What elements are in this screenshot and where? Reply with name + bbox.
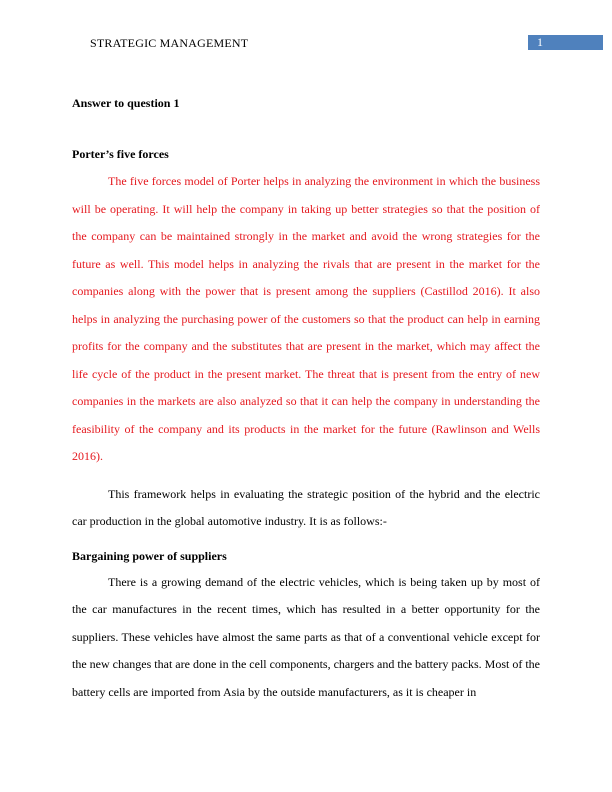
heading-answer-question-1: Answer to question 1 (72, 96, 180, 110)
paragraph-five-forces-model: The five forces model of Porter helps in analyzing the environment in which the business will be operating. It will help the company in taking up better strategies so that the position of the company can be maintained strongly in the market and avoid the wrong strategies for the future as well. This model helps in analyzing the rivals that are present in the market for the companies along with the power that is present among the suppliers (Castillod 2016). It also helps in analyzing the purchasing power of the customers so that the product can help in earning profits for the company and the substitutes that are present in the market, which may affect the life cycle of the product in the present market. The threat that is present from the entry of new companies in the markets are also analyzed so that it can help the company in understanding the feasibility of the company and its products in the market for the future (Rawlinson and Wells 2016). (72, 174, 540, 463)
running-header-title: STRATEGIC MANAGEMENT (90, 36, 249, 50)
heading-bargaining-power-suppliers: Bargaining power of suppliers (72, 548, 227, 563)
paragraph-supplier-power: There is a growing demand of the electric vehicles, which is being taken up by most of the car manufactures in the recent times, which has resulted in a better opportunity for the suppliers. These vehicles have almost the same parts as that of a conventional vehicle except for the new changes that are done in the cell components, chargers and the battery packs. Most of the battery cells are imported from Asia by the outside manufacturers, as it is cheaper in (72, 574, 540, 699)
paragraph-framework-intro: This framework helps in evaluating the strategic position of the hybrid and the electric car production in the global automotive industry. It is as follows:- (72, 486, 540, 528)
page-number-badge: 1 (528, 35, 603, 50)
heading-porters-five-forces: Porter’s five forces (72, 147, 169, 161)
document-body (72, 96, 540, 706)
